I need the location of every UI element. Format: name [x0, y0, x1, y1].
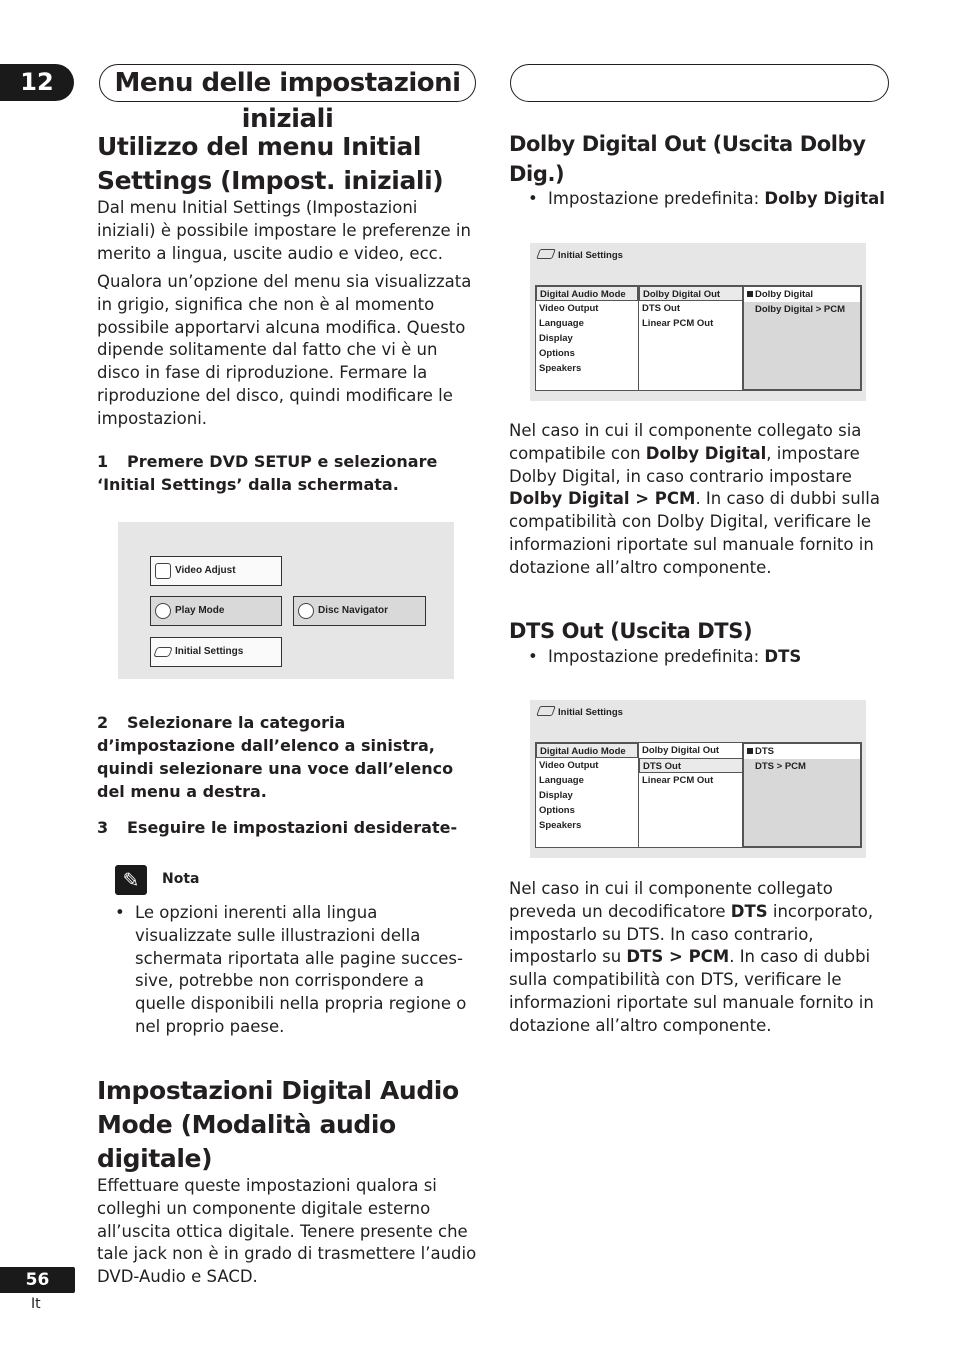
chapter-title: Menu delle impostazioni iniziali — [99, 64, 476, 102]
note-label: Nota — [162, 871, 200, 887]
dts-default-value: DTS — [764, 647, 802, 666]
disc-navigator-label: Disc Navigator — [318, 605, 389, 616]
step-2 — [97, 711, 477, 803]
step-1-number: 1 — [97, 452, 109, 471]
dolby-default: • Impostazione predefinita: Dolby Digital — [528, 189, 885, 208]
section-title-dolby-digital-out: Dolby Digital Out (Uscita Dolby Dig.) — [509, 132, 866, 186]
screen2-title: Initial Settings — [558, 707, 623, 718]
screen2-value-dts-pcm[interactable]: DTS > PCM — [755, 761, 806, 772]
note-bullet-mark: • — [115, 903, 125, 922]
step-2-number: 2 — [97, 713, 109, 732]
step-1-text: Premere DVD SETUP e selezionare ‘Initial Settings’ dalla schermata. — [97, 452, 438, 494]
screen2-option-dolby-digital-out[interactable]: Dolby Digital Out — [642, 745, 720, 756]
screen2-value-list — [742, 742, 862, 848]
step-3-text: Eseguire le impostazioni desiderate- — [127, 818, 458, 837]
paragraph-digital-audio: Effettuare queste impostazioni qualora si colleghi un componente digitale esterno all’uscita ottica digitale. Tenere presente che tale jack non è in grado di trasmettere l’audio DVD-Audio e SACD. — [97, 1176, 477, 1287]
page-number: 56 — [0, 1267, 75, 1293]
screen2-category-language[interactable]: Language — [539, 775, 584, 786]
screen1-category-list — [535, 285, 639, 391]
screen2-title-row — [538, 706, 623, 718]
screen2-category-display[interactable]: Display — [539, 790, 573, 801]
disc-navigator-button[interactable] — [293, 596, 426, 626]
screen1-option-list — [638, 285, 744, 391]
screen1-option-linear-pcm-out[interactable]: Linear PCM Out — [642, 318, 714, 329]
section-title-digital-audio-mode: Impostazioni Digital Audio Mode (Modalità audio digitale) — [97, 1076, 459, 1173]
screen1-category-speakers[interactable]: Speakers — [539, 363, 582, 374]
paragraph-grey-options: Qualora un’opzione del menu sia visualizzata in grigio, significa che non è al momento possibile apportarvi alcuna modifica. Questo dipende solitamente dal fatto che vi è un disco in fase di riproduzione. Fermare la riproduzione del disco, quindi modificare le impostazioni. — [97, 272, 472, 428]
screen1-category-digital-audio-mode[interactable]: Digital Audio Mode — [536, 286, 638, 301]
section-title-dts-out: DTS Out (Uscita DTS) — [509, 619, 753, 643]
dts-settings-screen — [530, 700, 866, 858]
note-text: Le opzioni inerenti alla lingua visualizzate sulle illustrazioni della schermata riportata alle pagine succes- sive, potrebbe non corrispondere a quelle disponibili nella propria regione o nel proprio paese. — [135, 903, 467, 1036]
dts-default: • Impostazione predefinita: DTS — [528, 647, 802, 666]
screen2-category-options[interactable]: Options — [539, 805, 575, 816]
settings-icon — [536, 706, 556, 716]
screen2-option-list — [638, 742, 744, 848]
dolby-settings-screen — [530, 243, 866, 401]
screen1-title-row — [538, 249, 623, 261]
video-adjust-button[interactable] — [150, 556, 282, 586]
play-mode-icon — [155, 603, 171, 619]
screen1-value-dolby-digital-pcm[interactable]: Dolby Digital > PCM — [755, 304, 845, 315]
screen1-category-video-output[interactable]: Video Output — [539, 303, 599, 314]
screen2-value-dts[interactable]: DTS — [744, 744, 860, 759]
screen1-value-dolby-digital[interactable]: Dolby Digital — [744, 287, 860, 302]
note-pencil-icon: ✎ — [115, 865, 147, 895]
chapter-number: 12 — [0, 64, 74, 101]
screen1-title: Initial Settings — [558, 250, 623, 261]
step-3-number: 3 — [97, 818, 109, 837]
selected-marker-icon — [747, 291, 753, 297]
initial-settings-label: Initial Settings — [175, 646, 244, 657]
language-code: It — [31, 1296, 41, 1312]
dolby-default-label: Impostazione predefinita: — [548, 189, 760, 208]
screen2-category-video-output[interactable]: Video Output — [539, 760, 599, 771]
step-2-text: Selezionare la categoria d’impostazione dall’elenco a sinistra, quindi selezionare una voce dall’elenco del menu a destra. — [97, 713, 454, 801]
screen2-option-dts-out[interactable]: DTS Out — [639, 758, 743, 773]
dts-default-label: Impostazione predefinita: — [548, 647, 760, 666]
screen1-category-display[interactable]: Display — [539, 333, 573, 344]
initial-settings-button[interactable] — [150, 637, 282, 667]
screen1-category-options[interactable]: Options — [539, 348, 575, 359]
initial-settings-icon — [153, 647, 173, 657]
screen1-option-dts-out[interactable]: DTS Out — [642, 303, 680, 314]
main-menu-screen — [118, 522, 454, 679]
play-mode-label: Play Mode — [175, 605, 225, 616]
note-bullet — [115, 902, 477, 1039]
paragraph-dts: Nel caso in cui il componente collegato preveda un decodificatore DTS incorporato, impostarlo su DTS. In caso contrario, impostarlo su DTS > PCM. In caso di dubbi sulla compatibilità con DTS, verificare le informazioni riportate sul manuale fornito in dotazione all’altro componente. — [509, 879, 874, 1035]
disc-navigator-icon — [298, 603, 314, 619]
screen2-category-speakers[interactable]: Speakers — [539, 820, 582, 831]
screen2-category-list — [535, 742, 639, 848]
selected-marker-icon — [747, 748, 753, 754]
play-mode-button[interactable] — [150, 596, 282, 626]
video-adjust-icon — [155, 563, 171, 579]
screen1-value-list — [742, 285, 862, 391]
screen2-option-linear-pcm-out[interactable]: Linear PCM Out — [642, 775, 714, 786]
section-title-initial-settings: Utilizzo del menu Initial Settings (Impost. iniziali) — [97, 132, 444, 195]
step-3 — [97, 816, 477, 839]
screen1-category-language[interactable]: Language — [539, 318, 584, 329]
screen1-option-dolby-digital-out[interactable]: Dolby Digital Out — [639, 286, 743, 301]
paragraph-dolby: Nel caso in cui il componente collegato sia compatibile con Dolby Digital, impostare Dolby Digital, in caso contrario impostare Dolby Digital > PCM. In caso di dubbi sulla compatibilità con Dolby Digital, verificare le informazioni riportate sul manuale fornito in dotazione all’altro componente. — [509, 421, 880, 577]
screen2-category-digital-audio-mode[interactable]: Digital Audio Mode — [536, 743, 638, 758]
paragraph-intro: Dal menu Initial Settings (Impostazioni iniziali) è possibile impostare le preferenze in merito a lingua, uscite audio e video, ecc. — [97, 198, 471, 263]
header-blank-pill — [510, 64, 889, 102]
step-1 — [97, 450, 477, 496]
dolby-default-value: Dolby Digital — [764, 189, 885, 208]
settings-icon — [536, 249, 556, 259]
video-adjust-label: Video Adjust — [175, 565, 236, 576]
